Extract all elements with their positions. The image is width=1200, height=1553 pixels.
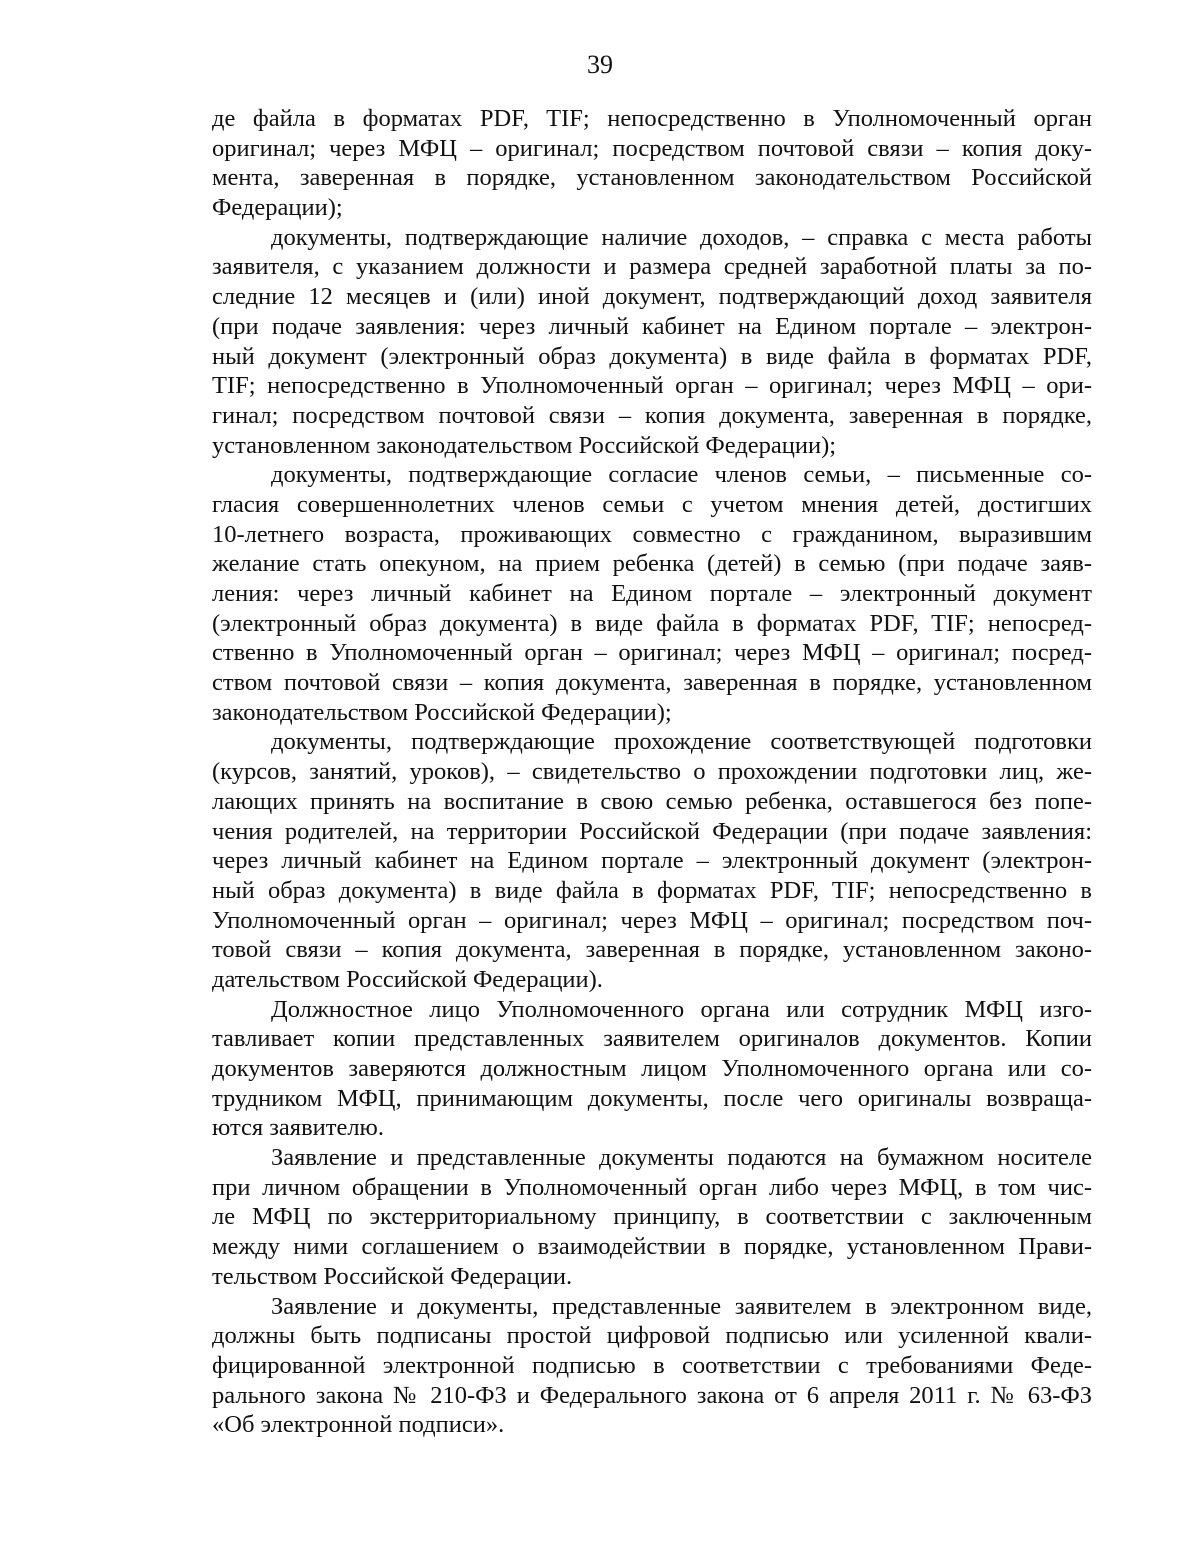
paragraph-first-line: Заявление и документы, представленные заявителем в электронном виде, — [271, 1292, 1092, 1320]
paragraph-first-line: документы, подтверждающие согласие членов семьи, – письменные со- — [271, 461, 1092, 489]
paragraph-first-line: документы, подтверждающие прохождение соответствующей подготовки — [271, 728, 1092, 756]
text-line: тельством Российской Федерации. — [212, 1262, 573, 1290]
text-line: установленном законодательством Российской Федерации); — [212, 431, 837, 459]
text-line: дательством Российской Федерации). — [212, 965, 603, 993]
text-line: Уполномоченный орган – оригинал; через МФЦ – оригинал; посредством поч- — [212, 906, 1092, 934]
text-line: мента, заверенная в порядке, установленном законодательством Российской — [212, 164, 1092, 192]
text-line: оригинал; через МФЦ – оригинал; посредством почтовой связи – копия доку- — [212, 134, 1092, 162]
text-line: (электронный образ документа) в виде файла в форматах PDF, TIF; непосред- — [212, 609, 1092, 637]
document-body — [212, 104, 1092, 1440]
paragraph-first-line: документы, подтверждающие наличие доходов, – справка с места работы — [271, 223, 1092, 251]
paragraph-first-line: Заявление и представленные документы подаются на бумажном носителе — [271, 1144, 1092, 1172]
text-line: желание стать опекуном, на прием ребенка (детей) в семью (при подаче заяв- — [212, 550, 1092, 578]
text-line: ством почтовой связи – копия документа, заверенная в порядке, установленном — [212, 669, 1092, 697]
text-line: де файла в форматах PDF, TIF; непосредственно в Уполномоченный орган — [212, 105, 1092, 132]
text-line: гинал; посредством почтовой связи – копия документа, заверенная в порядке, — [212, 401, 1092, 429]
text-line: «Об электронной подписи». — [212, 1411, 505, 1439]
text-line: следние 12 месяцев и (или) иной документ, подтверждающий доход заявителя — [212, 283, 1092, 311]
text-line: рального закона № 210-ФЗ и Федерального закона от 6 апреля 2011 г. № 63-ФЗ — [212, 1381, 1092, 1409]
text-line: тавливает копии представленных заявителем оригиналов документов. Копии — [212, 1025, 1092, 1053]
text-line: трудником МФЦ, принимающим документы, после чего оригиналы возвраща- — [212, 1084, 1092, 1112]
text-line: товой связи – копия документа, заверенная в порядке, установленном законо- — [212, 936, 1092, 964]
text-line: фицированной электронной подписью в соответствии с требованиями Феде- — [212, 1351, 1092, 1379]
text-line: Федерации); — [212, 194, 343, 222]
text-line: гласия совершеннолетних членов семьи с учетом мнения детей, достигших — [212, 490, 1092, 518]
text-line: чения родителей, на территории Российской Федерации (при подаче заявления: — [212, 817, 1092, 845]
text-line: ления: через личный кабинет на Едином портале – электронный документ — [212, 580, 1092, 607]
page-number: 39 — [587, 50, 613, 79]
text-line: (курсов, занятий, уроков), – свидетельство о прохождении подготовки лиц, же- — [212, 758, 1092, 786]
paragraph-first-line: Должностное лицо Уполномоченного органа или сотрудник МФЦ изго- — [271, 995, 1092, 1023]
text-line: лающих принять на воспитание в свою семью ребенка, оставшегося без попе- — [212, 787, 1092, 815]
text-line: при личном обращении в Уполномоченный орган либо через МФЦ, в том чис- — [212, 1173, 1092, 1201]
text-line: TIF; непосредственно в Уполномоченный орган – оригинал; через МФЦ – ори- — [212, 372, 1092, 400]
text-line: ный документ (электронный образ документа) в виде файла в форматах PDF, — [212, 342, 1092, 370]
text-line: ле МФЦ по экстерриториальному принципу, в соответствии с заключенным — [212, 1203, 1092, 1231]
text-line: должны быть подписаны простой цифровой подписью или усиленной квали- — [212, 1322, 1092, 1350]
text-line: через личный кабинет на Едином портале – электронный документ (электрон- — [212, 847, 1092, 875]
text-line: 10-летнего возраста, проживающих совместно с гражданином, выразившим — [212, 520, 1092, 548]
text-line: ственно в Уполномоченный орган – оригинал; через МФЦ – оригинал; посред- — [212, 639, 1092, 667]
text-line: законодательством Российской Федерации); — [212, 698, 672, 726]
text-line: (при подаче заявления: через личный кабинет на Едином портале – электрон- — [212, 312, 1092, 340]
text-line: между ними соглашением о взаимодействии в порядке, установленном Прави- — [212, 1233, 1092, 1261]
text-line: ются заявителю. — [212, 1114, 384, 1142]
text-line: документов заверяются должностным лицом Уполномоченного органа или со- — [212, 1055, 1092, 1082]
text-line: ный образ документа) в виде файла в форматах PDF, TIF; непосредственно в — [212, 876, 1092, 904]
text-line: заявителя, с указанием должности и размера средней заработной платы за по- — [212, 253, 1092, 281]
